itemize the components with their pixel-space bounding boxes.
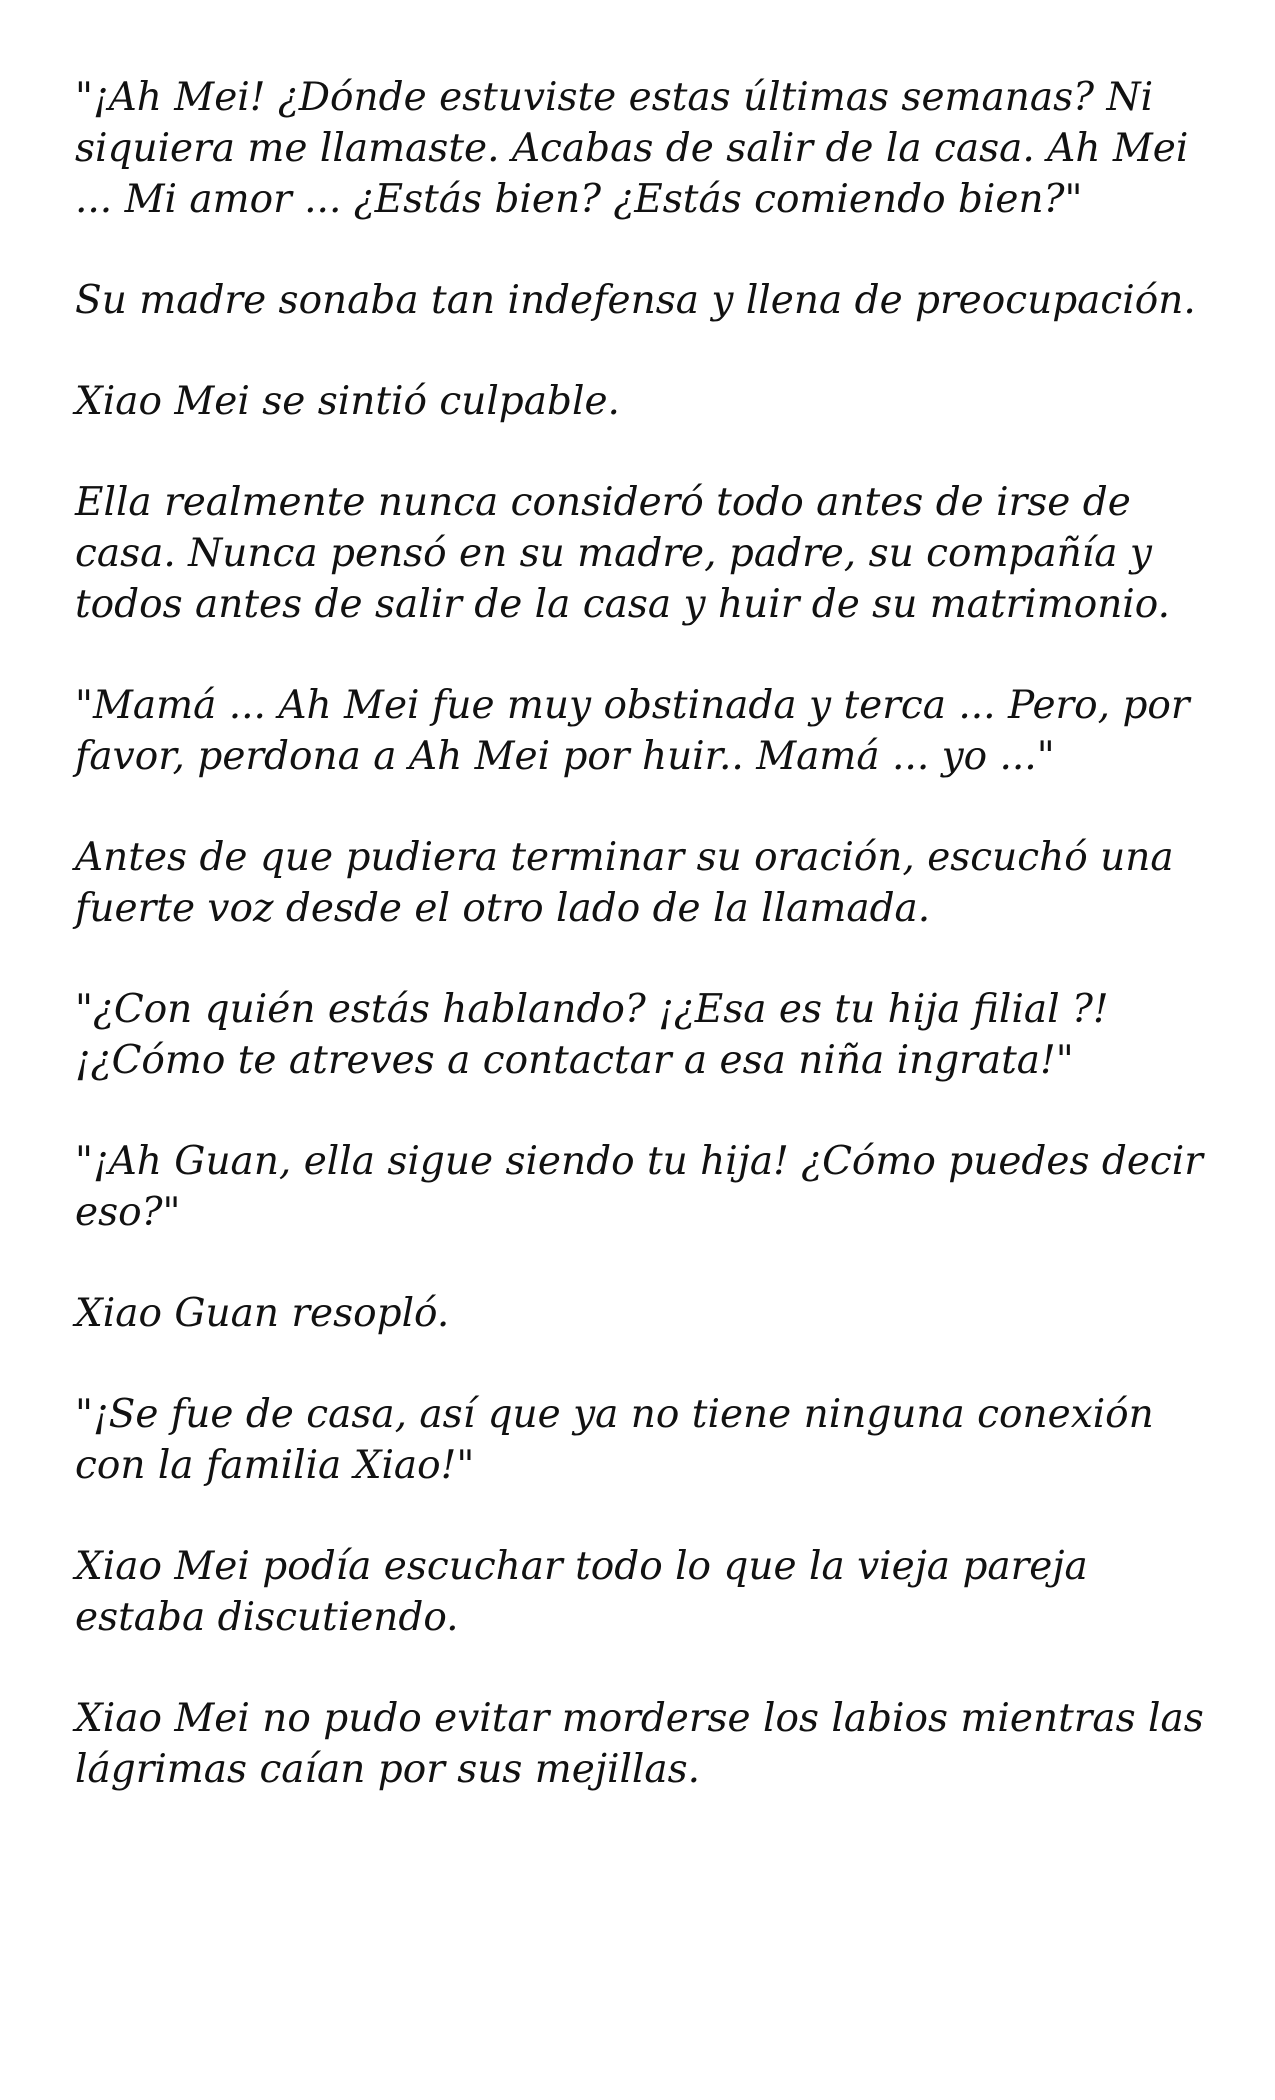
paragraph-4: Ella realmente nunca consideró todo antes de irse de casa. Nunca pensó en su madre, padre, su compañía y todos antes de salir de la casa y huir de su matrimonio. [75,480,1170,627]
paragraph-7: "¿Con quién estás hablando? ¡¿Esa es tu hija filial ?! ¡¿Cómo te atreves a contactar a esa niña ingrata!" [75,987,1109,1083]
paragraph-12: Xiao Mei no pudo evitar morderse los labios mientras las lágrimas caían por sus mejillas. [75,1696,1204,1792]
paragraph-8: "¡Ah Guan, ella sigue siendo tu hija! ¿Cómo puedes decir eso?" [75,1139,1203,1235]
paragraph-9: Xiao Guan resopló. [75,1291,450,1336]
paragraph-1: "¡Ah Mei! ¿Dónde estuviste estas últimas semanas? Ni siquiera me llamaste. Acabas de salir de la casa. Ah Mei ... Mi amor ... ¿Estás bien? ¿Estás comiendo bien?" [75,75,1189,222]
paragraph-10: "¡Se fue de casa, así que ya no tiene ninguna conexión con la familia Xiao!" [75,1392,1154,1488]
document-body [75,72,1215,1845]
paragraph-3: Xiao Mei se sintió culpable. [75,379,620,424]
paragraph-6: Antes de que pudiera terminar su oración, escuchó una fuerte voz desde el otro lado de la llamada. [75,835,1174,931]
paragraph-5: "Mamá ... Ah Mei fue muy obstinada y terca ... Pero, por favor, perdona a Ah Mei por huir.. Mamá ... yo ..." [75,683,1190,779]
paragraph-2: Su madre sonaba tan indefensa y llena de preocupación. [75,278,1196,323]
paragraph-11: Xiao Mei podía escuchar todo lo que la vieja pareja estaba discutiendo. [75,1544,1088,1640]
